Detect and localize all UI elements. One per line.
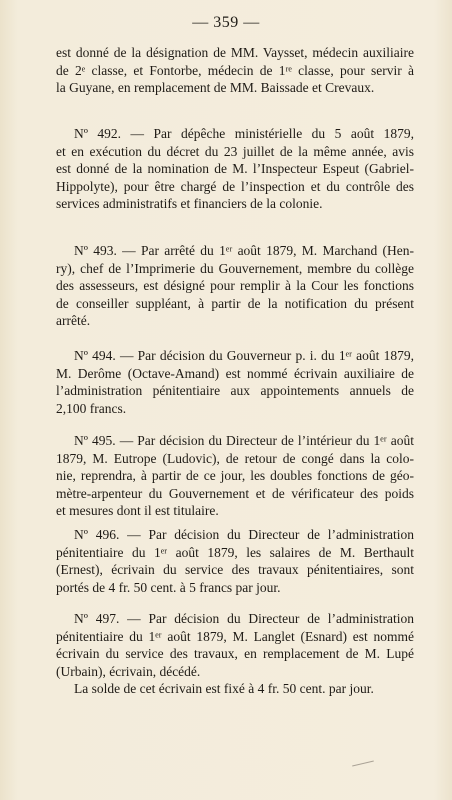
- text-line: des assesseurs, est désigné pour remplir à la Cour les fonctions: [56, 278, 414, 294]
- text-line: M. Derôme (Octave-Amand) est nommé écrivain auxiliaire de: [56, 365, 414, 381]
- text-line: (Urbain), écrivain, décédé.: [56, 663, 201, 679]
- paragraph-494: [56, 347, 414, 417]
- text-line: arrêté.: [56, 313, 91, 329]
- paragraph-492: [56, 125, 414, 213]
- text-line: de conseiller suppléant, à partir de la notification du présent: [56, 295, 414, 311]
- text-line: écrivain du service des travaux, en remplacement de M. Lupé: [56, 646, 414, 662]
- paragraph-495: [56, 432, 414, 520]
- text-line: services administratifs et financiers de la colonie.: [56, 196, 323, 212]
- text-line: Nº 492. — Par dépêche ministérielle du 5 août 1879,: [74, 126, 414, 141]
- page-number: — 359 —: [192, 14, 260, 31]
- text-line: pénitentiaire du 1ᵉʳ août 1879, M. Langlet (Esnard) est nommé: [56, 628, 414, 644]
- ink-mark: [352, 761, 374, 767]
- paragraph-493: [56, 242, 414, 330]
- paragraph-continuation: [56, 44, 414, 97]
- text-line: Nº 496. — Par décision du Directeur de l’administration: [74, 527, 414, 542]
- paragraph-497: [56, 610, 414, 698]
- text-line: et mesures dont il est titulaire.: [56, 503, 219, 519]
- text-line: Nº 493. — Par arrêté du 1ᵉʳ août 1879, M. Marchand (Hen-: [74, 243, 414, 258]
- paragraph-496: [56, 526, 414, 596]
- text-line: Nº 495. — Par décision du Directeur de l’intérieur du 1ᵉʳ août: [74, 433, 414, 448]
- text-line: la Guyane, en remplacement de MM. Baissade et Crevaux.: [56, 80, 375, 96]
- text-line: Nº 494. — Par décision du Gouverneur p. i. du 1ᵉʳ août 1879,: [74, 348, 414, 363]
- text-line: portés de 4 fr. 50 cent. à 5 francs par jour.: [56, 579, 281, 595]
- text-line: La solde de cet écrivain est fixé à 4 fr. 50 cent. par jour.: [74, 681, 374, 697]
- text-line: 1879, M. Eutrope (Ludovic), de retour de congé dans la colo-: [56, 450, 414, 466]
- text-line: (Ernest), écrivain du service des travaux pénitentiaires, sont: [56, 562, 414, 578]
- text-line: mètre-arpenteur du Gouvernement et de vérificateur des poids: [56, 485, 414, 501]
- text-line: Hippolyte), pour être chargé de l’inspection et du contrôle des: [56, 178, 414, 194]
- text-line: est donné de la désignation de MM. Vaysset, médecin auxiliaire: [56, 45, 414, 60]
- text-line: 2,100 francs.: [56, 400, 127, 416]
- text-line: est donné de la nomination de M. l’Inspecteur Espeut (Gabriel-: [56, 161, 414, 177]
- text-line: de 2ᵉ classe, et Fontorbe, médecin de 1ʳᵉ classe, pour servir à: [56, 62, 414, 78]
- text-line: et en exécution du décret du 23 juillet de la même année, avis: [56, 143, 414, 159]
- text-line: pénitentiaire du 1ᵉʳ août 1879, les salaires de M. Berthault: [56, 544, 414, 560]
- text-line: Nº 497. — Par décision du Directeur de l’administration: [74, 611, 414, 626]
- text-line: ry), chef de l’Imprimerie du Gouvernement, membre du collège: [56, 260, 414, 276]
- text-line: nie, reprendra, à partir de ce jour, les doubles fonctions de géo-: [56, 468, 414, 484]
- text-line: l’administration pénitentiaire aux appointements annuels de: [56, 383, 414, 399]
